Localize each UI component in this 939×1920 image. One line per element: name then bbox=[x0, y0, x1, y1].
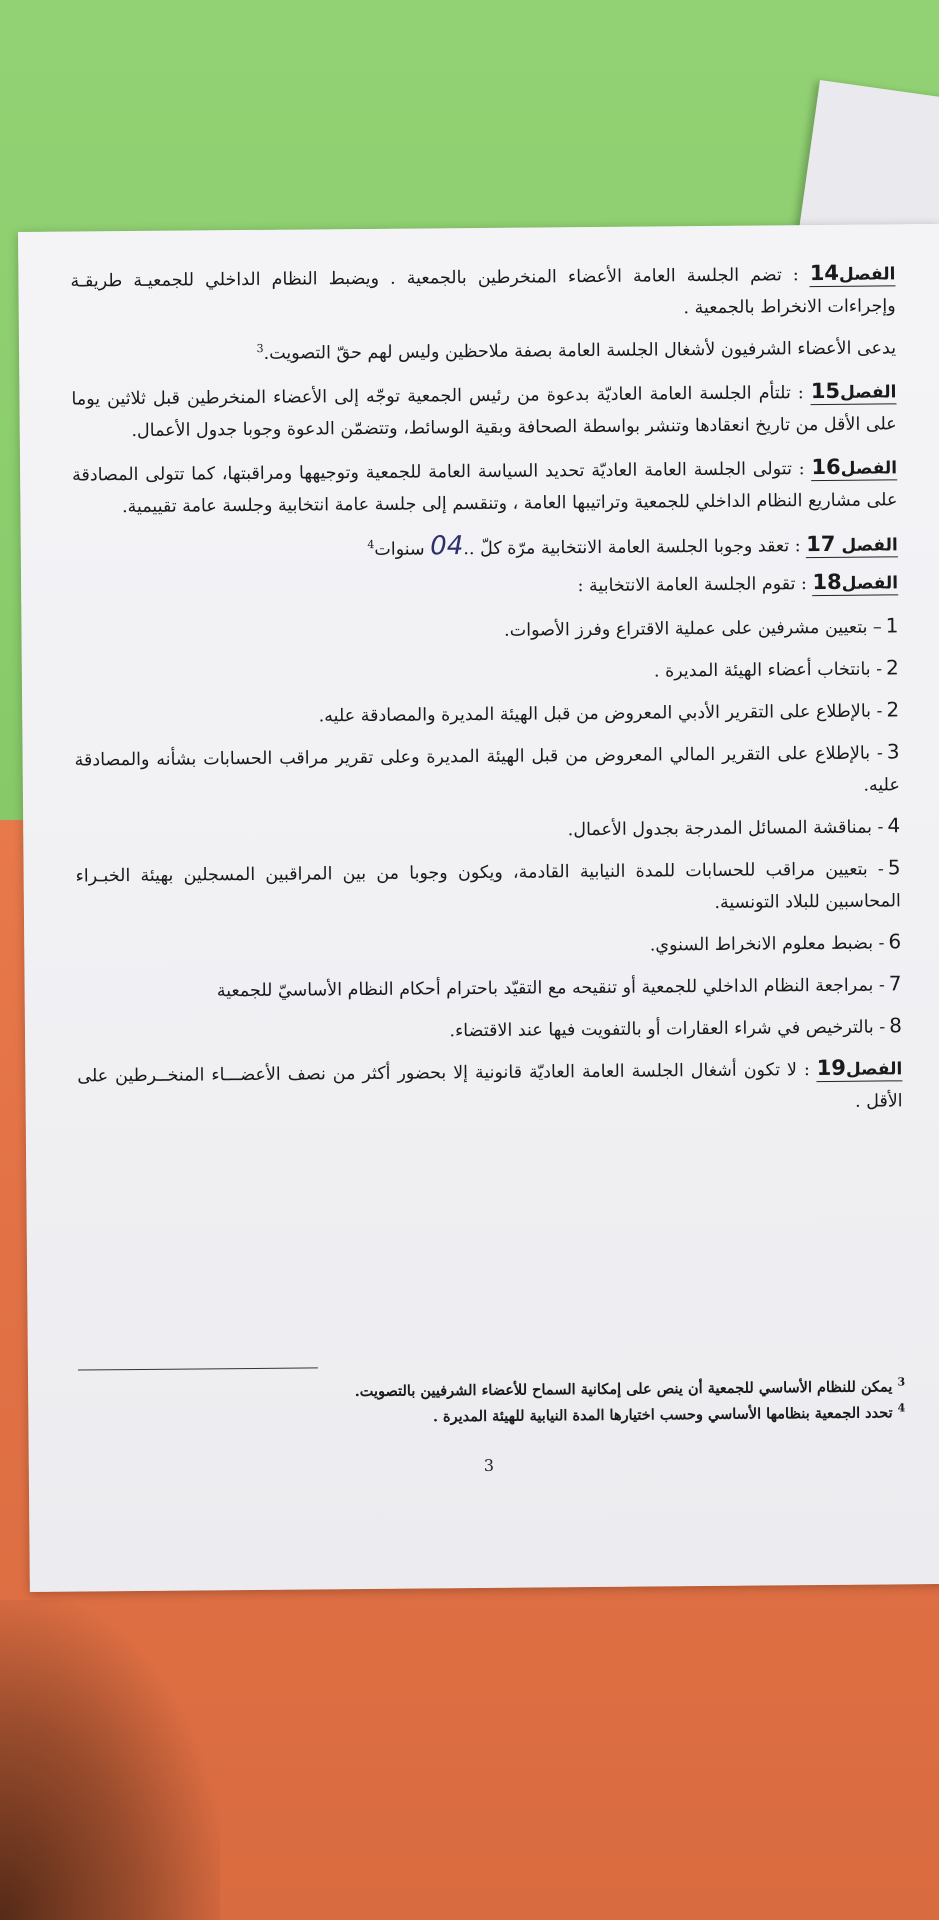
article-19 bbox=[77, 1051, 903, 1124]
article-number: 14 bbox=[809, 260, 840, 286]
item-text: - بتعيين مراقب للحسابات للمدة النيابية القادمة، ويكون وجوبا من بين المراقبين المسجلين بهيئة الخبـراء المحاسبين للبلاد التونسية. bbox=[75, 859, 901, 913]
article-text: : تتولى الجلسة العامة العاديّة تحديد السياسة العامة للجمعية وتوجيهها ومراقبتها، كما تتولى المصادقة على مشاريع النظام الداخلي للجمعية وتراتيبها العامة ، وتنقسم إلى جلسة عامة انتخابية وجلسة عامة تقييمية. bbox=[72, 459, 898, 518]
article-18 bbox=[73, 565, 898, 606]
article-text: : تعقد وجوبا الجلسة العامة الانتخابية مرّة كلّ .. bbox=[463, 536, 801, 560]
item-text: - بانتخاب أعضاء الهيئة المديرة . bbox=[653, 659, 883, 682]
list-item bbox=[73, 609, 898, 650]
article-number: 18 bbox=[812, 569, 842, 595]
article-15 bbox=[71, 374, 897, 447]
article-label: الفصل bbox=[839, 382, 897, 403]
list-item bbox=[75, 809, 900, 850]
footnote-text: تحدد الجمعية بنظامها الأساسي وحسب اختيارها المدة النيابية للهيئة المديرة . bbox=[432, 1404, 893, 1426]
article-label: الفصل bbox=[838, 264, 896, 285]
handwritten-number: 04 bbox=[430, 531, 464, 562]
item-text: – بتعيين مشرفين على عملية الاقتراع وفرز الأصوات. bbox=[504, 617, 882, 641]
page-number: 3 bbox=[483, 1455, 495, 1475]
paragraph-text: يدعى الأعضاء الشرفيون لأشغال الجلسة العامة بصفة ملاحظين وليس لهم حقّ التصويت. bbox=[263, 338, 897, 364]
footnotes bbox=[80, 1374, 905, 1433]
item-text: - بمناقشة المسائل المدرجة بجدول الأعمال. bbox=[567, 817, 884, 841]
article-text: : تضم الجلسة العامة الأعضاء المنخرطين بالجمعية . ويضبط النظام الداخلي للجمعيـة طريقـة وإجراءات الانخراط بالجمعية . bbox=[70, 265, 896, 319]
page-content bbox=[70, 256, 903, 1134]
item-text: - بمراجعة النظام الداخلي للجمعية أو تنقيحه مع التقيّد باحترام أحكام النظام الأساسيّ للجمعية bbox=[216, 975, 885, 1002]
article-text-end: سنوات bbox=[374, 539, 425, 560]
footnote-mark: 3 bbox=[897, 1375, 906, 1389]
footnote-text: يمكن للنظام الأساسي للجمعية أن ينص على إمكانية السماح للأعضاء الشرفيين بالتصويت. bbox=[354, 1378, 893, 1401]
list-item bbox=[76, 967, 901, 1008]
item-text: - بالترخيص في شراء العقارات أو بالتفويت فيها عند الاقتضاء. bbox=[449, 1017, 886, 1042]
honorary-members-paragraph bbox=[71, 332, 896, 371]
article-number: 16 bbox=[811, 454, 841, 480]
item-number: 7 bbox=[888, 971, 902, 996]
shadow bbox=[0, 1600, 220, 1920]
item-number: 2 bbox=[886, 697, 900, 722]
article-number: 17 bbox=[806, 531, 836, 557]
article-number: 15 bbox=[810, 378, 841, 404]
list-item bbox=[74, 693, 899, 734]
article-text: : تلتأم الجلسة العامة العاديّة بدعوة من رئيس الجمعية توجّه إلى الأعضاء المنخرطين قبل ثلاثين يوما على الأقل من تاريخ انعقادها وتنشر بواسطة الصحافة وبقية الوسائط، وتتضمّن الدعوة وجوبا جدول الأعمال. bbox=[71, 383, 897, 442]
footnote-divider bbox=[78, 1367, 318, 1370]
article-label: الفصل bbox=[841, 535, 898, 556]
article-label: الفصل bbox=[845, 1059, 903, 1080]
document-page bbox=[18, 224, 939, 1592]
list-item bbox=[75, 851, 901, 924]
item-number: 1 bbox=[885, 613, 899, 638]
item-number: 6 bbox=[888, 929, 902, 954]
item-number: 5 bbox=[887, 855, 901, 880]
list-item bbox=[74, 651, 899, 692]
article-label: الفصل bbox=[841, 573, 899, 594]
list-item bbox=[76, 925, 901, 966]
item-number: 8 bbox=[889, 1013, 903, 1038]
item-number: 3 bbox=[886, 739, 900, 764]
list-item bbox=[74, 735, 900, 808]
article-number: 19 bbox=[816, 1055, 847, 1081]
article-16 bbox=[72, 450, 898, 523]
footnote-mark: 4 bbox=[367, 538, 375, 552]
item-number: 2 bbox=[885, 655, 899, 680]
article-text: : لا تكون أشغال الجلسة العامة العاديّة قانونية إلا بحضور أكثر من نصف الأعضـــاء المنخــرطين على الأقل . bbox=[77, 1060, 903, 1112]
item-text: - بضبط معلوم الانخراط السنوي. bbox=[649, 933, 885, 956]
list-item bbox=[77, 1009, 902, 1050]
item-text: - بالإطلاع على التقرير المالي المعروض من قبل الهيئة المديرة وعلى تقرير مراقب الحسابات بشأنه والمصادقة عليه. bbox=[74, 743, 900, 796]
footnote-mark: 4 bbox=[897, 1401, 906, 1415]
article-14 bbox=[70, 256, 896, 329]
footnote-mark: 3 bbox=[256, 342, 264, 356]
article-label: الفصل bbox=[840, 458, 898, 479]
item-number: 4 bbox=[887, 813, 901, 838]
article-17 bbox=[73, 526, 898, 568]
item-text: - بالإطلاع على التقرير الأدبي المعروض من قبل الهيئة المديرة والمصادقة عليه. bbox=[318, 701, 883, 727]
article-text: : تقوم الجلسة العامة الانتخابية : bbox=[577, 574, 808, 597]
